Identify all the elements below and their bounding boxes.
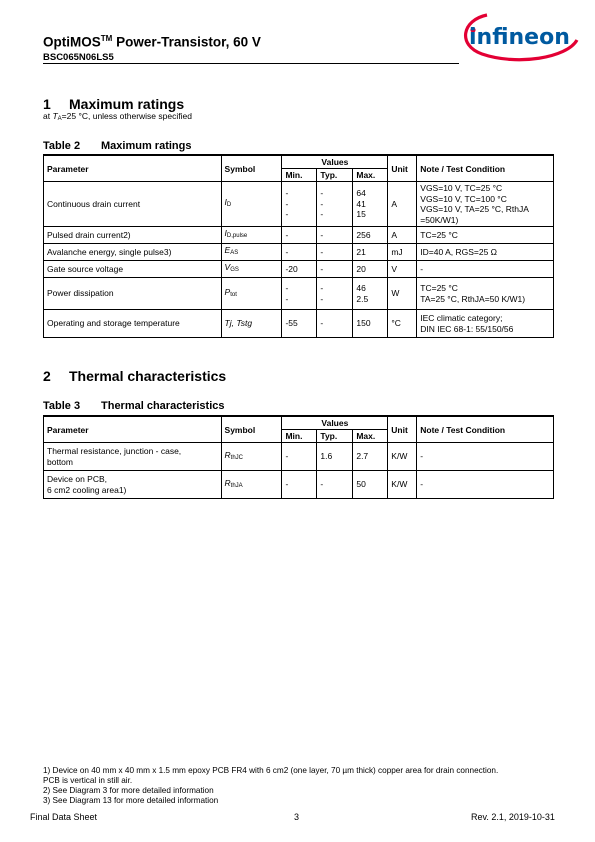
page-number: 3 [294, 812, 300, 822]
header-unit: Unit [388, 155, 417, 182]
row-min: - [282, 227, 317, 244]
row-symbol: $I_{D,pulse}$ [221, 227, 282, 244]
row-typ: 1.6 [317, 443, 353, 471]
header-divider [43, 63, 459, 64]
section-1-heading: 1 Maximum ratings [43, 96, 185, 112]
row-max: 2.7 [353, 443, 388, 471]
row-unit: °C [388, 310, 417, 338]
row-parameter: Operating and storage temperature [44, 310, 222, 338]
row-parameter: Pulsed drain current2) [44, 227, 222, 244]
thermal-characteristics-table [43, 415, 554, 499]
header-values: Values [282, 155, 388, 169]
row-parameter: Continuous drain current [44, 182, 222, 227]
row-max: 64 41 15 [353, 182, 388, 227]
row-typ: - [317, 310, 353, 338]
row-parameter: Gate source voltage [44, 261, 222, 278]
row-min: -20 [282, 261, 317, 278]
logo-text: infineon [469, 25, 570, 50]
header-note: Note / Test Condition [417, 416, 554, 443]
footnote-2: 2) See Diagram 3 for more detailed information [43, 786, 214, 795]
infineon-logo [457, 10, 580, 62]
header-max: Max. [353, 169, 388, 182]
row-symbol: $R_{thJA}$ [221, 471, 282, 499]
row-min: - - [282, 278, 317, 310]
row-note: VGS=10 V, TC=25 °C VGS=10 V, TC=100 °C VGS=10 V, TA=25 °C, RthJA =50K/W1) [417, 182, 554, 227]
header-max: Max. [353, 430, 388, 443]
row-symbol: $V_{GS}$ [221, 261, 282, 278]
row-unit: mJ [388, 244, 417, 261]
document-title: OptiMOS™ Power-Transistor, 60 V [43, 34, 261, 50]
table-row [44, 278, 554, 310]
row-max: 256 [353, 227, 388, 244]
row-note: - [417, 471, 554, 499]
header-values: Values [282, 416, 388, 430]
header-symbol: Symbol [221, 155, 282, 182]
footer-revision: Rev. 2.1, 2019-10-31 [471, 812, 555, 822]
header-typ: Typ. [317, 169, 353, 182]
section-2-heading: 2 Thermal characteristics [43, 368, 227, 384]
row-note: IEC climatic category; DIN IEC 68-1: 55/150/56 [417, 310, 554, 338]
row-note: ID=40 A, RGS=25 Ω [417, 244, 554, 261]
table-row [44, 310, 554, 338]
row-min: - [282, 443, 317, 471]
row-unit: K/W [388, 471, 417, 499]
table-2-caption: Table 2 Maximum ratings [43, 140, 192, 152]
row-parameter: Device on PCB, 6 cm2 cooling area1) [44, 471, 222, 499]
row-max: 46 2.5 [353, 278, 388, 310]
footnote-3: 3) See Diagram 13 for more detailed information [43, 796, 219, 805]
row-max: 20 [353, 261, 388, 278]
row-symbol: $I_D$ [221, 182, 282, 227]
row-symbol: $R_{thJC}$ [221, 443, 282, 471]
header-min: Min. [282, 169, 317, 182]
header-symbol: Symbol [221, 416, 282, 443]
row-note: - [417, 443, 554, 471]
table-row [44, 261, 554, 278]
row-parameter: Thermal resistance, junction - case, bottom [44, 443, 222, 471]
row-note: - [417, 261, 554, 278]
row-typ: - [317, 471, 353, 499]
row-note: TC=25 °C [417, 227, 554, 244]
table-row [44, 443, 554, 471]
row-typ: - - - [317, 182, 353, 227]
row-typ: - [317, 244, 353, 261]
row-unit: W [388, 278, 417, 310]
footnotes [43, 766, 513, 806]
section-1-note: at $T_A=25$ °C, unless otherwise specified [43, 111, 192, 122]
part-number: BSC065N06LS5 [43, 52, 114, 63]
row-unit: A [388, 227, 417, 244]
row-typ: - [317, 261, 353, 278]
table-row [44, 182, 554, 227]
maximum-ratings-table [43, 154, 554, 338]
row-parameter: Avalanche energy, single pulse3) [44, 244, 222, 261]
row-min: - [282, 244, 317, 261]
row-min: -55 [282, 310, 317, 338]
row-symbol: $P_{tot}$ [221, 278, 282, 310]
row-unit: A [388, 182, 417, 227]
header-unit: Unit [388, 416, 417, 443]
header-typ: Typ. [317, 430, 353, 443]
header-note: Note / Test Condition [417, 155, 554, 182]
row-typ: - - [317, 278, 353, 310]
row-note: TC=25 °C TA=25 °C, RthJA=50 K/W1) [417, 278, 554, 310]
footer-left: Final Data Sheet [30, 812, 98, 822]
row-unit: V [388, 261, 417, 278]
row-typ: - [317, 227, 353, 244]
row-parameter: Power dissipation [44, 278, 222, 310]
table-row [44, 227, 554, 244]
row-max: 21 [353, 244, 388, 261]
row-symbol: $E_{AS}$ [221, 244, 282, 261]
row-min: - - - [282, 182, 317, 227]
header-parameter: Parameter [44, 155, 222, 182]
row-max: 150 [353, 310, 388, 338]
row-max: 50 [353, 471, 388, 499]
header-min: Min. [282, 430, 317, 443]
table-row [44, 244, 554, 261]
footnote-1: 1) Device on 40 mm x 40 mm x 1.5 mm epoxy PCB FR4 with 6 cm2 (one layer, 70 µm thick) copper area for drain connection. PCB is vertical in still air. [43, 766, 499, 785]
row-symbol: Tj, Tstg [221, 310, 282, 338]
table-3-caption: Table 3 Thermal characteristics [43, 400, 225, 412]
row-min: - [282, 471, 317, 499]
header-parameter: Parameter [44, 416, 222, 443]
table-row [44, 471, 554, 499]
row-unit: K/W [388, 443, 417, 471]
